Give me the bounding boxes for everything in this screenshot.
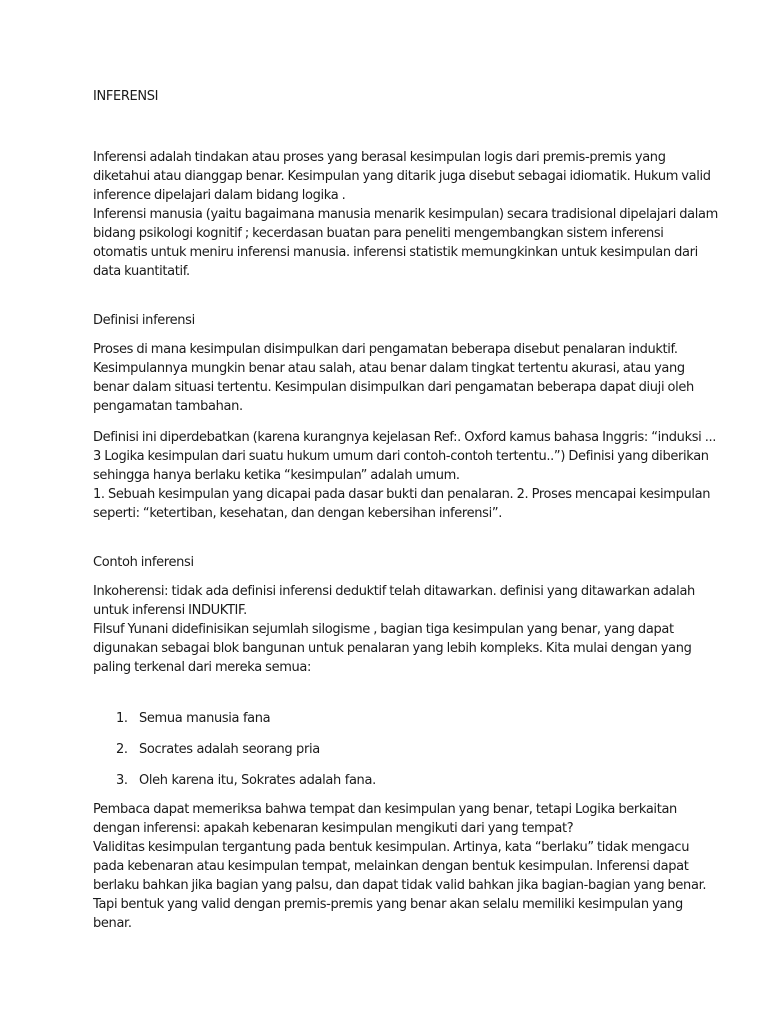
text-line: diketahui atau dianggap benar. Kesimpulan yang ditarik juga disebut sebagai idiomatik. Hukum valid — [93, 169, 711, 184]
definisi-paragraph-1 — [93, 340, 693, 416]
list-item — [116, 771, 376, 790]
text-line: pengamatan tambahan. — [93, 399, 243, 414]
contoh-paragraph-1 — [93, 582, 693, 677]
text-line: dengan inferensi: apakah kebenaran kesimpulan mengikuti dari yang tempat? — [93, 821, 574, 836]
definisi-paragraph-2 — [93, 428, 717, 523]
list-number: 3. — [116, 773, 128, 788]
text-line: Inferensi manusia (yaitu bagaimana manusia menarik kesimpulan) secara tradisional dipelajari dalam — [93, 207, 718, 222]
list-text: Socrates adalah seorang pria — [139, 742, 320, 757]
intro-paragraph — [93, 148, 718, 281]
text-line: 1. Sebuah kesimpulan yang dicapai pada dasar bukti dan penalaran. 2. Proses mencapai kesimpulan — [93, 487, 711, 502]
list-number: 2. — [116, 742, 128, 757]
text-line: berlaku bahkan jika bagian yang palsu, dan dapat tidak valid bahkan jika bagian-bagian yang benar. — [93, 878, 707, 893]
section-heading-definisi: Definisi inferensi — [93, 313, 195, 328]
text-line: otomatis untuk meniru inferensi manusia. inferensi statistik memungkinkan untuk kesimpulan dari — [93, 245, 698, 260]
contoh-paragraph-2 — [93, 800, 707, 933]
list-text: Oleh karena itu, Sokrates adalah fana. — [139, 773, 376, 788]
text-line: inference dipelajari dalam bidang logika . — [93, 188, 346, 203]
list-number: 1. — [116, 711, 128, 726]
text-line: Filsuf Yunani didefinisikan sejumlah silogisme , bagian tiga kesimpulan yang benar, yang dapat — [93, 622, 674, 637]
text-line: digunakan sebagai blok bangunan untuk penalaran yang lebih kompleks. Kita mulai dengan yang — [93, 641, 692, 656]
page-title: INFERENSI — [93, 89, 159, 104]
text-line: Kesimpulannya mungkin benar atau salah, atau benar dalam tingkat tertentu akurasi, atau yang — [93, 361, 685, 376]
list-item — [116, 740, 320, 759]
text-line: seperti: “ketertiban, kesehatan, dan dengan kebersihan inferensi”. — [93, 506, 503, 521]
text-line: Tapi bentuk yang valid dengan premis-premis yang benar akan selalu memiliki kesimpulan yang — [93, 897, 683, 912]
text-line: Inferensi adalah tindakan atau proses yang berasal kesimpulan logis dari premis-premis yang — [93, 150, 666, 165]
text-line: Definisi ini diperdebatkan (karena kurangnya kejelasan Ref:. Oxford kamus bahasa Inggris: “induksi ... — [93, 430, 717, 445]
text-line: paling terkenal dari mereka semua: — [93, 660, 312, 675]
list-text: Semua manusia fana — [139, 711, 271, 726]
text-line: benar dalam situasi tertentu. Kesimpulan disimpulkan dari pengamatan beberapa dapat diuji oleh — [93, 380, 694, 395]
text-line: sehingga hanya berlaku ketika “kesimpulan” adalah umum. — [93, 468, 460, 483]
section-heading-contoh: Contoh inferensi — [93, 555, 194, 570]
text-line: data kuantitatif. — [93, 264, 190, 279]
text-line: Pembaca dapat memeriksa bahwa tempat dan kesimpulan yang benar, tetapi Logika berkaitan — [93, 802, 677, 817]
list-item — [116, 709, 270, 728]
text-line: Proses di mana kesimpulan disimpulkan dari pengamatan beberapa disebut penalaran induktif. — [93, 342, 678, 357]
text-line: Inkoherensi: tidak ada definisi inferensi deduktif telah ditawarkan. definisi yang ditawarkan adalah — [93, 584, 695, 599]
text-line: benar. — [93, 916, 132, 931]
text-line: pada kebenaran atau kesimpulan tempat, melainkan dengan bentuk kesimpulan. Inferensi dapat — [93, 859, 689, 874]
text-line: untuk inferensi INDUKTIF. — [93, 603, 247, 618]
text-line: 3 Logika kesimpulan dari suatu hukum umum dari contoh-contoh tertentu..”) Definisi yang diberikan — [93, 449, 709, 464]
text-line: Validitas kesimpulan tergantung pada bentuk kesimpulan. Artinya, kata “berlaku” tidak mengacu — [93, 840, 690, 855]
text-line: bidang psikologi kognitif ; kecerdasan buatan para peneliti mengembangkan sistem inferensi — [93, 226, 664, 241]
